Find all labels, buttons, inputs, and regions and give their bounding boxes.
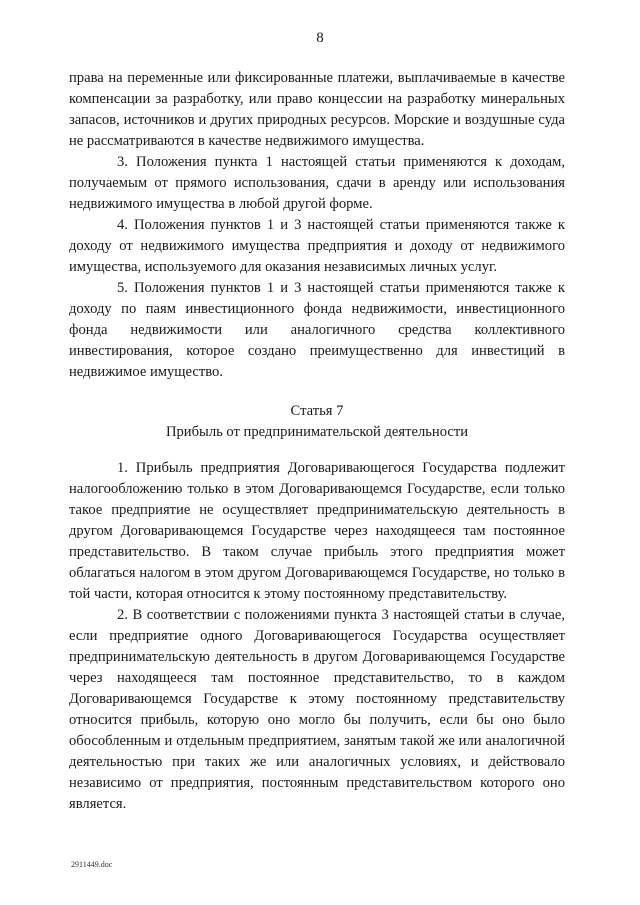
article-text-block [69,458,565,815]
document-filename: 2911449.doc [71,860,113,869]
article-paragraph-1: 1. Прибыль предприятия Договаривающегося Государства подлежит налогообложению только в этом Договаривающемся Государстве, если только такое предприятие не осуществляет предпринимательскую деятельность в другом Договаривающемся Государстве через находящееся там постоянное представительство. В таком случае прибыль этого предприятия может облагаться налогом в этом другом Договаривающемся Государстве, но только в той части, которая относится к этому постоянному представительству. [69,460,565,602]
top-text-block [69,68,565,383]
paragraph-5: 5. Положения пунктов 1 и 3 настоящей статьи применяются также к доходу по паям инвестиционного фонда недвижимости, инвестиционного фонда недвижимости или аналогичного средства коллективного инвестирования, которое создано преимущественно для инвестиций в недвижимое имущество. [69,280,565,380]
article-number: Статья 7 [290,403,344,419]
article-title: Прибыль от предпринимательской деятельности [165,424,469,440]
paragraph-continuation: права на переменные или фиксированные платежи, выплачиваемые в качестве компенсации за разработку, или право концессии на разработку минеральных запасов, источников и других природных ресурсов. Морские и воздушные суда не рассматриваются в качестве недвижимого имущества. [69,70,565,149]
page-number: 8 [316,30,324,46]
paragraph-4: 4. Положения пунктов 1 и 3 настоящей статьи применяются также к доходу от недвижимого имущества предприятия и доходу от недвижимого имущества, используемого для оказания независимых личных услуг. [69,217,565,275]
article-paragraph-2: 2. В соответствии с положениями пункта 3 настоящей статьи в случае, если предприятие одного Договаривающегося Государства осуществляет предпринимательскую деятельность в другом Договаривающемся Государстве через находящееся там постоянное представительство, то в каждом Договаривающемся Государстве к этому постоянному представительству относится прибыль, которую оно могло бы получить, если бы оно было обособленным и отдельным предприятием, занятым такой же или аналогичной деятельностью при таких же или аналогичных условиях, и действовало независимо от предприятия, постоянным представительством которого оно является. [69,607,565,812]
paragraph-3: 3. Положения пункта 1 настоящей статьи применяются к доходам, получаемым от прямого использования, сдачи в аренду или использования недвижимого имущества в любой другой форме. [69,154,565,212]
